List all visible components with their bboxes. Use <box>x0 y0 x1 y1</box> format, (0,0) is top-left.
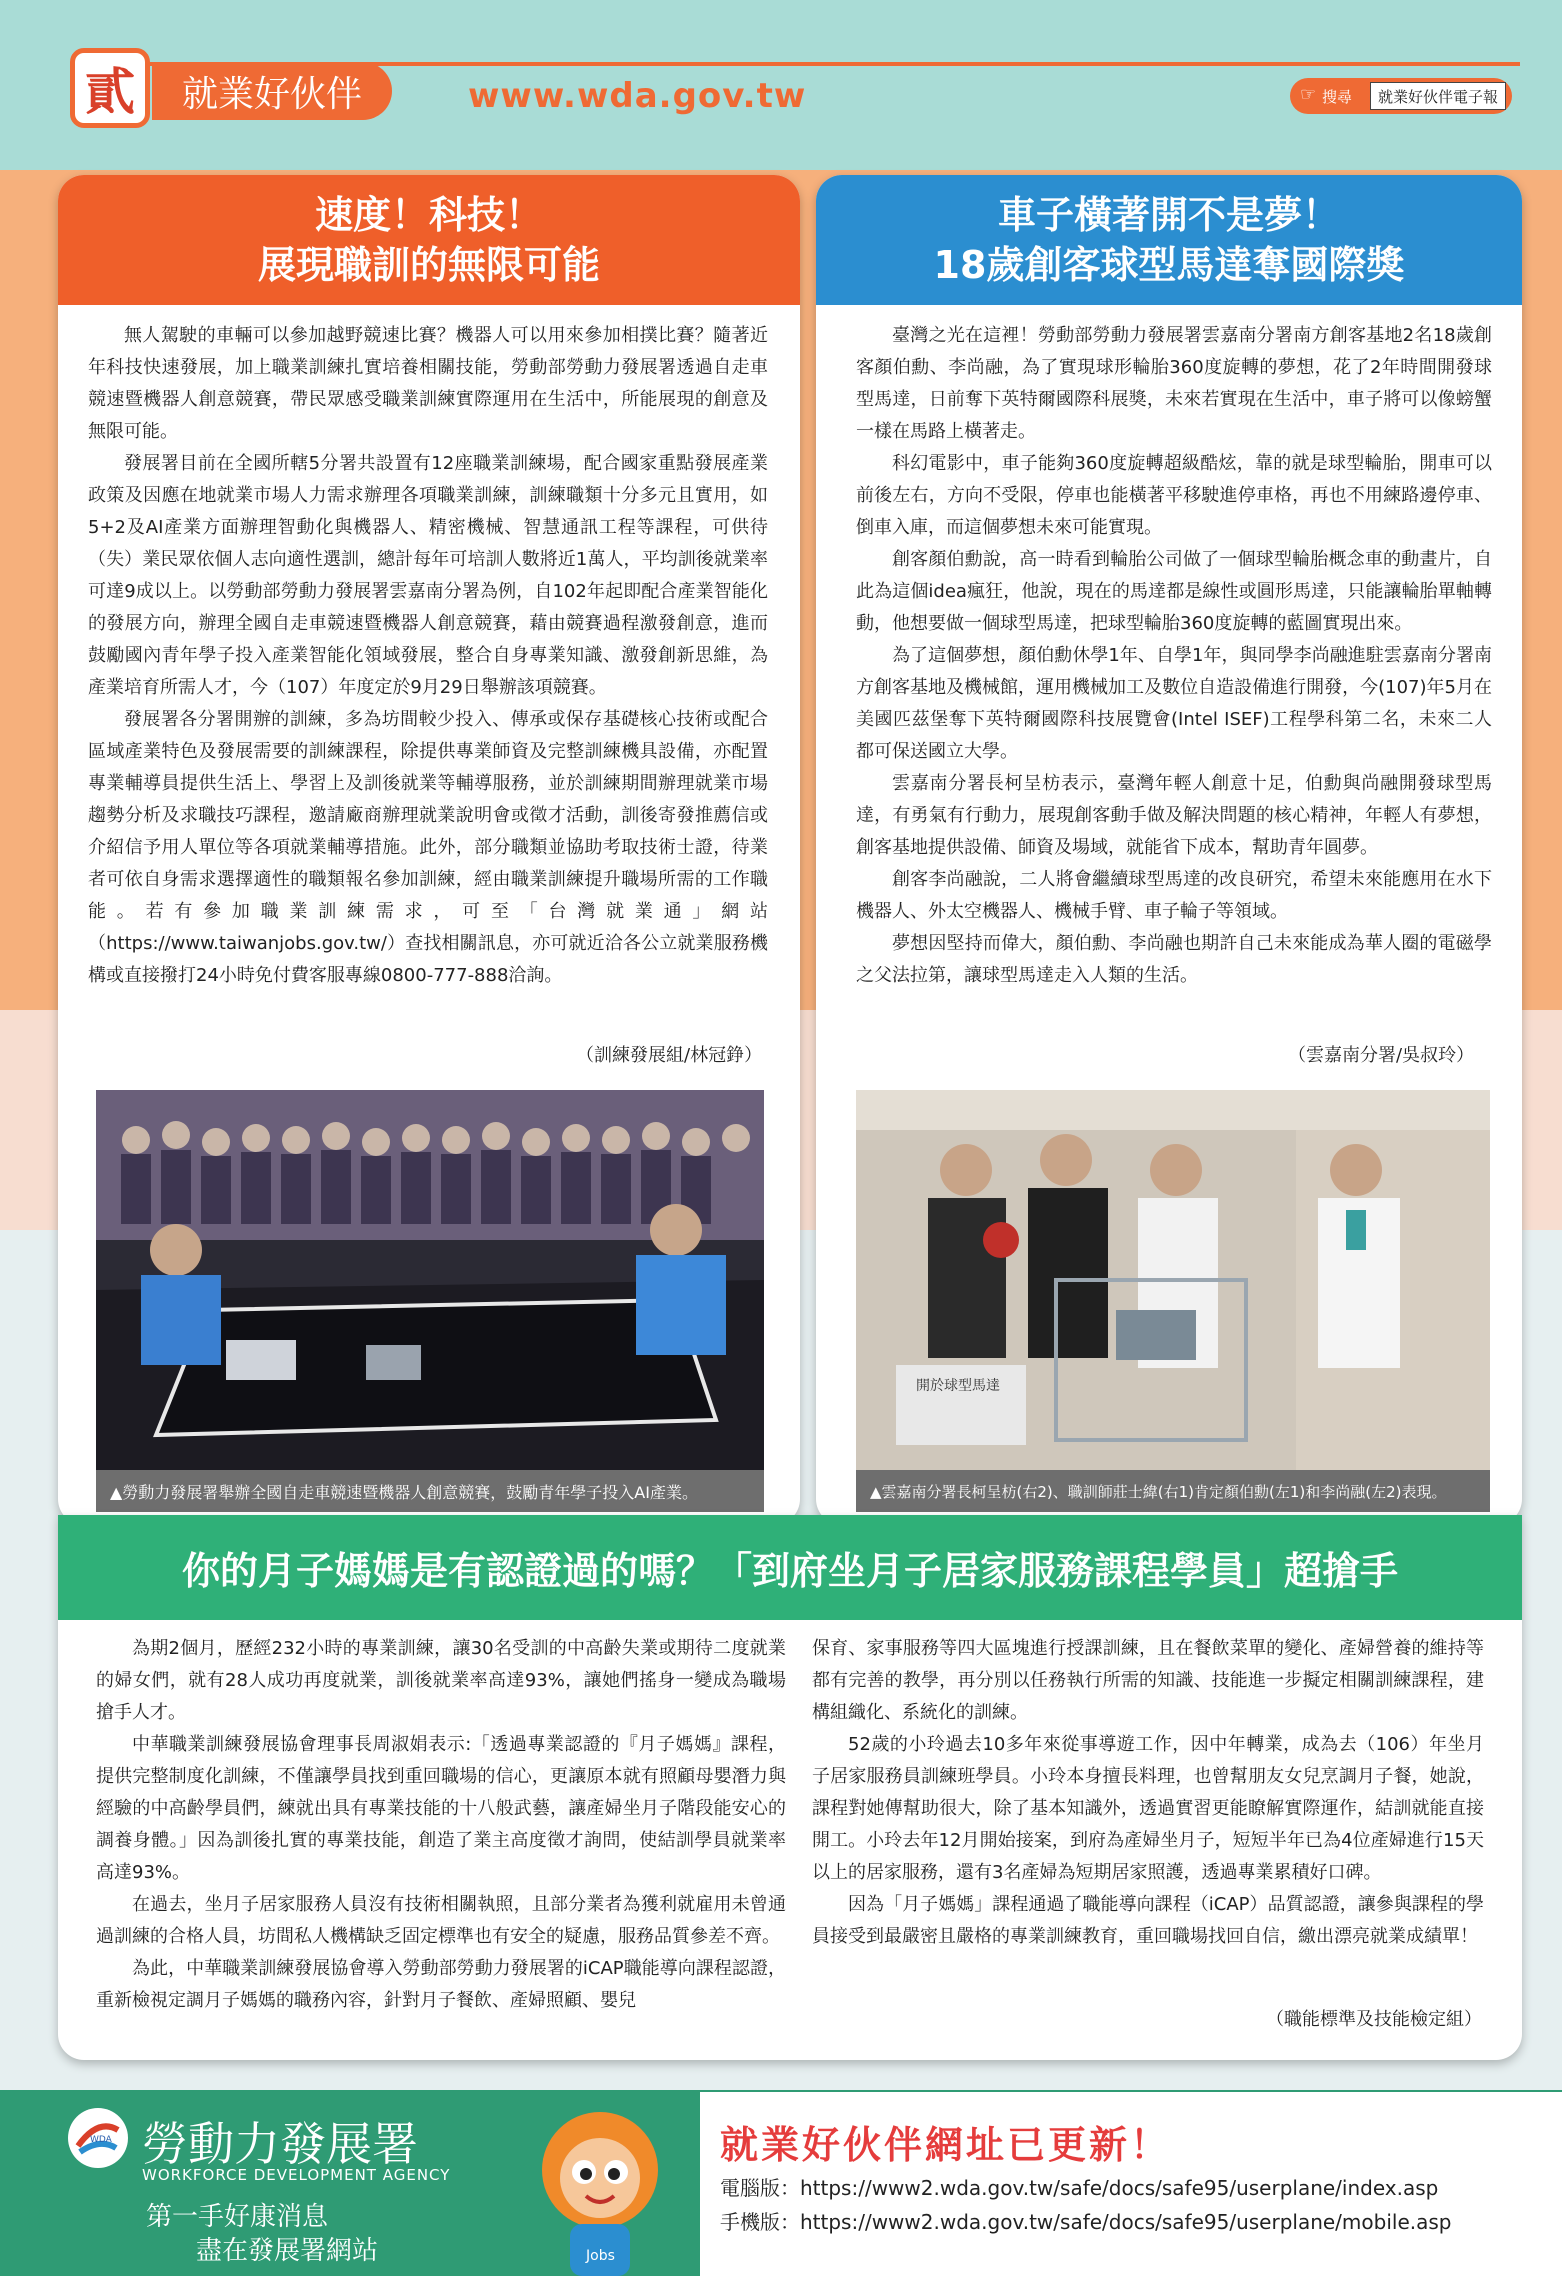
paragraph: 無人駕駛的車輛可以參加越野競速比賽？機器人可以用來參加相撲比賽？隨著近年科技快速發展，加上職業訓練扎實培養相關技能，勞動部勞動力發展署透過自走車競速暨機器人創意競賽，帶民眾感受職業訓練實際運用在生活中，所能展現的創意及無限可能。 <box>88 325 768 442</box>
agency-name: 勞動力發展署 <box>142 2117 418 2171</box>
paragraph: 為期2個月，歷經232小時的專業訓練，讓30名受訓的中高齡失業或期待二度就業的婦女們，就有28人成功再度就業，訓後就業率高達93%，讓她們搖身一變成為職場搶手人才。 <box>96 1638 786 1723</box>
article-title: 你的月子媽媽是有認證過的嗎？「到府坐月子居家服務課程學員」超搶手 <box>58 1515 1522 1620</box>
title-line-1: 車子橫著開不是夢！ <box>997 193 1340 237</box>
paragraph: 為了這個夢想，顏伯勳休學1年、自學1年，與同學李尚融進駐雲嘉南分署南方創客基地及機械館，運用機械加工及數位自造設備進行開發，今(107)年5月在美國匹茲堡奪下英特爾國際科技展覽會(Intel ISEF)工程學科第二名，未來二人都可保送國立大學。 <box>856 645 1492 762</box>
article-title <box>58 175 800 305</box>
desktop-url-link[interactable]: https://www2.wda.gov.tw/safe/docs/safe95/userplane/index.asp <box>800 2176 1439 2200</box>
paragraph: 發展署目前在全國所轄5分署共設置有12座職業訓練場，配合國家重點發展產業政策及因應在地就業市場人力需求辦理各項職業訓練，訓練職類十分多元且實用，如5+2及AI產業方面辦理智動化與機器人、精密機械、智慧通訊工程等課程，可供待（失）業民眾依個人志向適性選訓，總計每年可培訓人數將近1萬人，平均訓後就業率可達9成以上。以勞動部勞動力發展署雲嘉南分署為例，自102年起即配合產業智能化的發展方向，辦理全國自走車競速暨機器人創意競賽，藉由競賽過程激發創意，進而鼓勵國內青年學子投入產業智能化領域發展，整合自身專業知識、激發創新思維，為產業培育所需人才，今（107）年度定於9月29日舉辦該項競賽。 <box>88 453 768 698</box>
article-ball-motor <box>816 175 1522 1525</box>
paragraph: 中華職業訓練發展協會理事長周淑娟表示:「透過專業認證的『月子媽媽』課程，提供完整制度化訓練，不僅讓學員找到重回職場的信心，更讓原本就有照顧母嬰潛力與經驗的中高齡學員們，練就出具有專業技能的十八般武藝，讓產婦坐月子階段能安心的調養身體。」因為訓後扎實的專業技能，創造了業主高度徵才詢問，使結訓學員就業率高達93%。 <box>96 1734 786 1883</box>
mobile-url-link[interactable]: https://www2.wda.gov.tw/safe/docs/safe95/userplane/mobile.asp <box>800 2210 1452 2234</box>
photo-sign-text: 開於球型馬達 <box>916 1378 1000 1394</box>
paragraph: 創客顏伯勳說，高一時看到輪胎公司做了一個球型輪胎概念車的動畫片，自此為這個idea瘋狂，他說，現在的馬達都是線性或圓形馬達，只能讓輪胎單軸轉動，他想要做一個球型馬達，把球型輪胎360度旋轉的藍圖實現出來。 <box>856 549 1492 634</box>
paragraph: 在過去，坐月子居家服務人員沒有技術相關執照，且部分業者為獲利就雇用未曾通過訓練的合格人員，坊間私人機構缺乏固定標準也有安全的疑慮，服務品質參差不齊。 <box>96 1894 786 1947</box>
mascot-badge-text: Jobs <box>586 2248 615 2264</box>
paragraph: 創客李尚融說，二人將會繼續球型馬達的改良研究，希望未來能應用在水下機器人、外太空機器人、機械手臂、車子輪子等領域。 <box>856 869 1492 922</box>
mobile-url-line <box>720 2206 1451 2235</box>
mascot-icon <box>520 2100 680 2276</box>
paragraph: 夢想因堅持而偉大，顏伯勳、李尚融也期許自己未來能成為華人圈的電磁學之父法拉第，讓球型馬達走入人類的生活。 <box>856 933 1492 986</box>
author-signature: （訓練發展組/林冠錚） <box>576 1045 763 1066</box>
article-body <box>88 320 768 992</box>
paragraph: 臺灣之光在這裡！勞動部勞動力發展署雲嘉南分署南方創客基地2名18歲創客顏伯勳、李尚融，為了實現球形輪胎360度旋轉的夢想，花了2年時間開發球型馬達，日前奪下英特爾國際科展獎，未來若實現在生活中，車子將可以像螃蟹一樣在馬路上橫著走。 <box>856 325 1492 442</box>
paragraph: 雲嘉南分署長柯呈枋表示，臺灣年輕人創意十足，伯勳與尚融開發球型馬達，有勇氣有行動力，展現創客動手做及解決問題的核心精神，年輕人有夢想，創客基地提供設備、師資及場域，就能省下成本，幫助青年圓夢。 <box>856 773 1492 858</box>
paragraph: 發展署各分署開辦的訓練，多為坊間較少投入、傳承或保存基礎核心技術或配合區域產業特色及發展需要的訓練課程，除提供專業師資及完整訓練機具設備，亦配置專業輔導員提供生活上、學習上及訓後就業等輔導服務，並於訓練期間辦理就業市場趨勢分析及求職技巧課程，邀請廠商辦理就業說明會或徵才活動，訓後寄發推薦信或介紹信予用人單位等各項就業輔導措施。此外，部分職類並協助考取技術士證，待業者可依自身需求選擇適性的職類報名參加訓練，經由職業訓練提升職場所需的工作職能。若有參加職業訓練需求，可至「台灣就業通」網站（https://www.taiwanjobs.gov.tw/）查找相關訊息，亦可就近洽各公立就業服務機構或直接撥打24小時免付費客服專線0800-777-888洽詢。 <box>88 709 768 986</box>
article-title <box>816 175 1522 305</box>
search-label: 搜尋 <box>1322 88 1353 106</box>
article-column-left <box>96 1633 786 2017</box>
title-line-2: 展現職訓的無限可能 <box>257 243 600 287</box>
section-title: 就業好伙伴 <box>152 62 392 120</box>
slogan-line-1: 第一手好康消息 <box>146 2202 329 2232</box>
author-signature: （職能標準及技能檢定組） <box>1266 2009 1482 2030</box>
pointing-hand-icon: ☞ <box>1300 84 1317 105</box>
award-photo <box>856 1090 1490 1470</box>
slogan-line-2: 盡在發展署網站 <box>196 2236 379 2266</box>
photo-caption: ▲勞動力發展署舉辦全國自走車競速暨機器人創意競賽，鼓勵青年學子投入AI產業。 <box>96 1470 764 1512</box>
article-robot-competition <box>58 175 800 1525</box>
agency-logo-icon <box>68 2108 128 2168</box>
logo-text: WDA <box>90 2135 112 2145</box>
agency-name-en: WORKFORCE DEVELOPMENT AGENCY <box>142 2166 451 2184</box>
photo-caption: ▲雲嘉南分署長柯呈枋(右2)、職訓師莊士緯(右1)肯定顏伯勳(左1)和李尚融(左2)表現。 <box>856 1470 1490 1512</box>
paragraph: 保育、家事服務等四大區塊進行授課訓練，且在餐飲菜單的變化、產婦營養的維持等都有完善的教學，再分別以任務執行所需的知識、技能進一步擬定相關訓練課程，建構組織化、系統化的訓練。 <box>812 1638 1484 1723</box>
author-signature: （雲嘉南分署/吳叔玲） <box>1288 1045 1475 1066</box>
search-input[interactable]: 就業好伙伴電子報 <box>1370 82 1506 110</box>
paragraph: 為此，中華職業訓練發展協會導入勞動部勞動力發展署的iCAP職能導向課程認證，重新檢視定調月子媽媽的職務內容，針對月子餐飲、產婦照顧、嬰兒 <box>96 1958 786 2011</box>
article-column-right <box>812 1633 1484 1953</box>
site-url-link[interactable]: www.wda.gov.tw <box>468 76 807 116</box>
section-badge: 貳 <box>70 48 150 128</box>
desktop-url-line <box>720 2172 1438 2201</box>
title-line-1: 速度！科技！ <box>314 193 543 237</box>
article-postpartum-care <box>58 1515 1522 2060</box>
desktop-label: 電腦版： <box>720 2176 800 2200</box>
url-update-headline: 就業好伙伴網址已更新！ <box>720 2123 1172 2167</box>
title-line-2: 18歲創客球型馬達奪國際獎 <box>933 243 1405 287</box>
paragraph: 科幻電影中，車子能夠360度旋轉超級酷炫，靠的就是球型輪胎，開車可以前後左右，方向不受限，停車也能橫著平移駛進停車格，再也不用練路邊停車、倒車入庫，而這個夢想未來可能實現。 <box>856 453 1492 538</box>
competition-photo <box>96 1090 764 1470</box>
paragraph: 52歲的小玲過去10多年來從事導遊工作，因中年轉業，成為去（106）年坐月子居家服務員訓練班學員。小玲本身擅長料理，也曾幫朋友女兒烹調月子餐，她說，課程對她傳幫助很大，除了基本知識外，透過實習更能瞭解實際運作，結訓就能直接開工。小玲去年12月開始接案，到府為產婦坐月子，短短半年已為4位產婦進行15天以上的居家服務，還有3名產婦為短期居家照護，透過專業累積好口碑。 <box>812 1734 1484 1883</box>
paragraph: 因為「月子媽媽」課程通過了職能導向課程（iCAP）品質認證，讓參與課程的學員接受到最嚴密且嚴格的專業訓練教育，重回職場找回自信，繳出漂亮就業成績單！ <box>812 1894 1484 1947</box>
mobile-label: 手機版： <box>720 2210 800 2234</box>
article-body <box>856 320 1492 992</box>
